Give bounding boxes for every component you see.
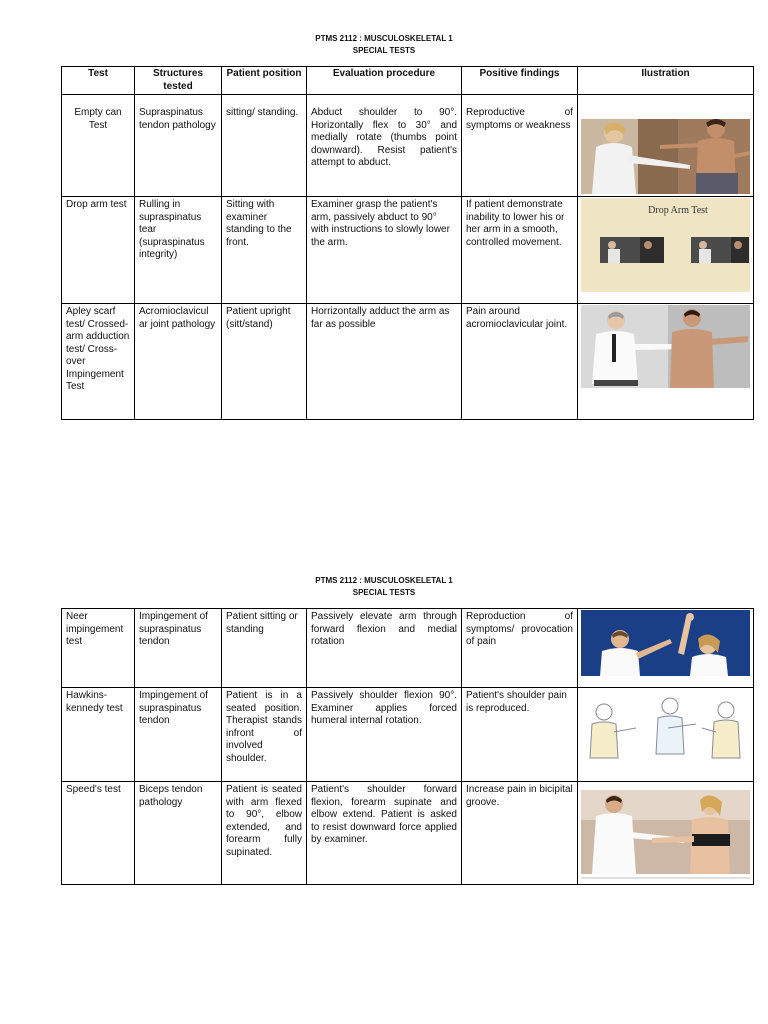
cell-structures: Supraspinatus tendon pathology [135,95,222,197]
table-header-row [62,67,754,95]
table-row [62,782,754,885]
cell-findings: Increase pain in bicipital groove. [462,782,578,885]
cell-illustration [578,304,754,420]
cell-test: Neer impingement test [62,609,135,688]
cell-illustration [578,782,754,885]
cell-test: Speed's test [62,782,135,885]
cell-findings: If patient demonstrate inability to lower his or her arm in a smooth, controlled movement. [462,197,578,304]
cell-structures: Impingement of supraspinatus tendon [135,609,222,688]
cell-procedure: Passively shoulder flexion 90°. Examiner applies forced humeral internal rotation. [307,688,462,782]
cell-position: Sitting with examiner standing to the front. [222,197,307,304]
cell-findings: Pain around acromioclavicular joint. [462,304,578,420]
drop-arm-photo [578,197,753,303]
cell-findings: Patient's shoulder pain is reproduced. [462,688,578,782]
cell-procedure: Examiner grasp the patient's arm, passively abduct to 90° with instructions to slowly lower the arm. [307,197,462,304]
page2-special-tests-table [61,608,754,885]
table-row [62,197,754,304]
col-header-illustration: Ilustration [578,67,754,95]
cell-test: Empty can Test [62,95,135,197]
cell-illustration [578,609,754,688]
cell-position: Patient upright (sitt/stand) [222,304,307,420]
cell-procedure: Passively elevate arm through forward flexion and medial rotation [307,609,462,688]
cell-test: Apley scarf test/ Crossed-arm adduction test/ Cross-over Impingement Test [62,304,135,420]
cell-test: Drop arm test [62,197,135,304]
table-row [62,95,754,197]
page2-header-title: SPECIAL TESTS [352,588,416,597]
speeds-test-photo [578,782,753,884]
cell-structures: Biceps tendon pathology [135,782,222,885]
cell-structures: Rulling in supraspinatus tear (supraspinatus integrity) [135,197,222,304]
page1-header-title: SPECIAL TESTS [352,46,416,55]
neer-photo [578,609,753,687]
cell-structures: Impingement of supraspinatus tendon [135,688,222,782]
cell-procedure: Patient's shoulder forward flexion, forearm supinate and elbow extend. Patient is asked to resist downward force applied by examiner. [307,782,462,885]
col-header-procedure: Evaluation procedure [307,67,462,95]
col-header-position: Patient position [222,67,307,95]
table-row [62,304,754,420]
drop-arm-caption: Drop Arm Test [648,205,708,216]
cell-position: Patient is seated with arm flexed to 90°, elbow extended, and forearm fully supinated. [222,782,307,885]
table-row [62,609,754,688]
cell-position: sitting/ standing. [222,95,307,197]
cell-test: Hawkins-kennedy test [62,688,135,782]
cell-structures: Acromioclavicul ar joint pathology [135,304,222,420]
cell-illustration [578,688,754,782]
cell-findings: Reproductive of symptoms or weakness [462,95,578,197]
col-header-findings: Positive findings [462,67,578,95]
cell-findings: Reproduction of symptoms/ provocation of pain [462,609,578,688]
cell-procedure: Horrizontally adduct the arm as far as possible [307,304,462,420]
cell-illustration [578,197,754,304]
cell-position: Patient sitting or standing [222,609,307,688]
col-header-structures: Structures tested [135,67,222,95]
page2-header [0,575,768,599]
apley-scarf-photo [578,304,753,419]
page1-header [0,33,768,57]
col-header-test: Test [62,67,135,95]
page1-special-tests-table [61,66,754,420]
cell-illustration [578,95,754,197]
hawkins-drawing [578,688,753,781]
table-row [62,688,754,782]
cell-procedure: Abduct shoulder to 90°. Horizontally flex to 30° and medially rotate (thumbs point downward). Resist patient's attempt to abduct. [307,95,462,197]
cell-position: Patient is in a seated position. Therapist stands infront of involved shoulder. [222,688,307,782]
empty-can-photo [578,95,753,196]
page1-header-course: PTMS 2112 : MUSCULOSKELETAL 1 [315,34,453,43]
page2-header-course: PTMS 2112 : MUSCULOSKELETAL 1 [315,576,453,585]
